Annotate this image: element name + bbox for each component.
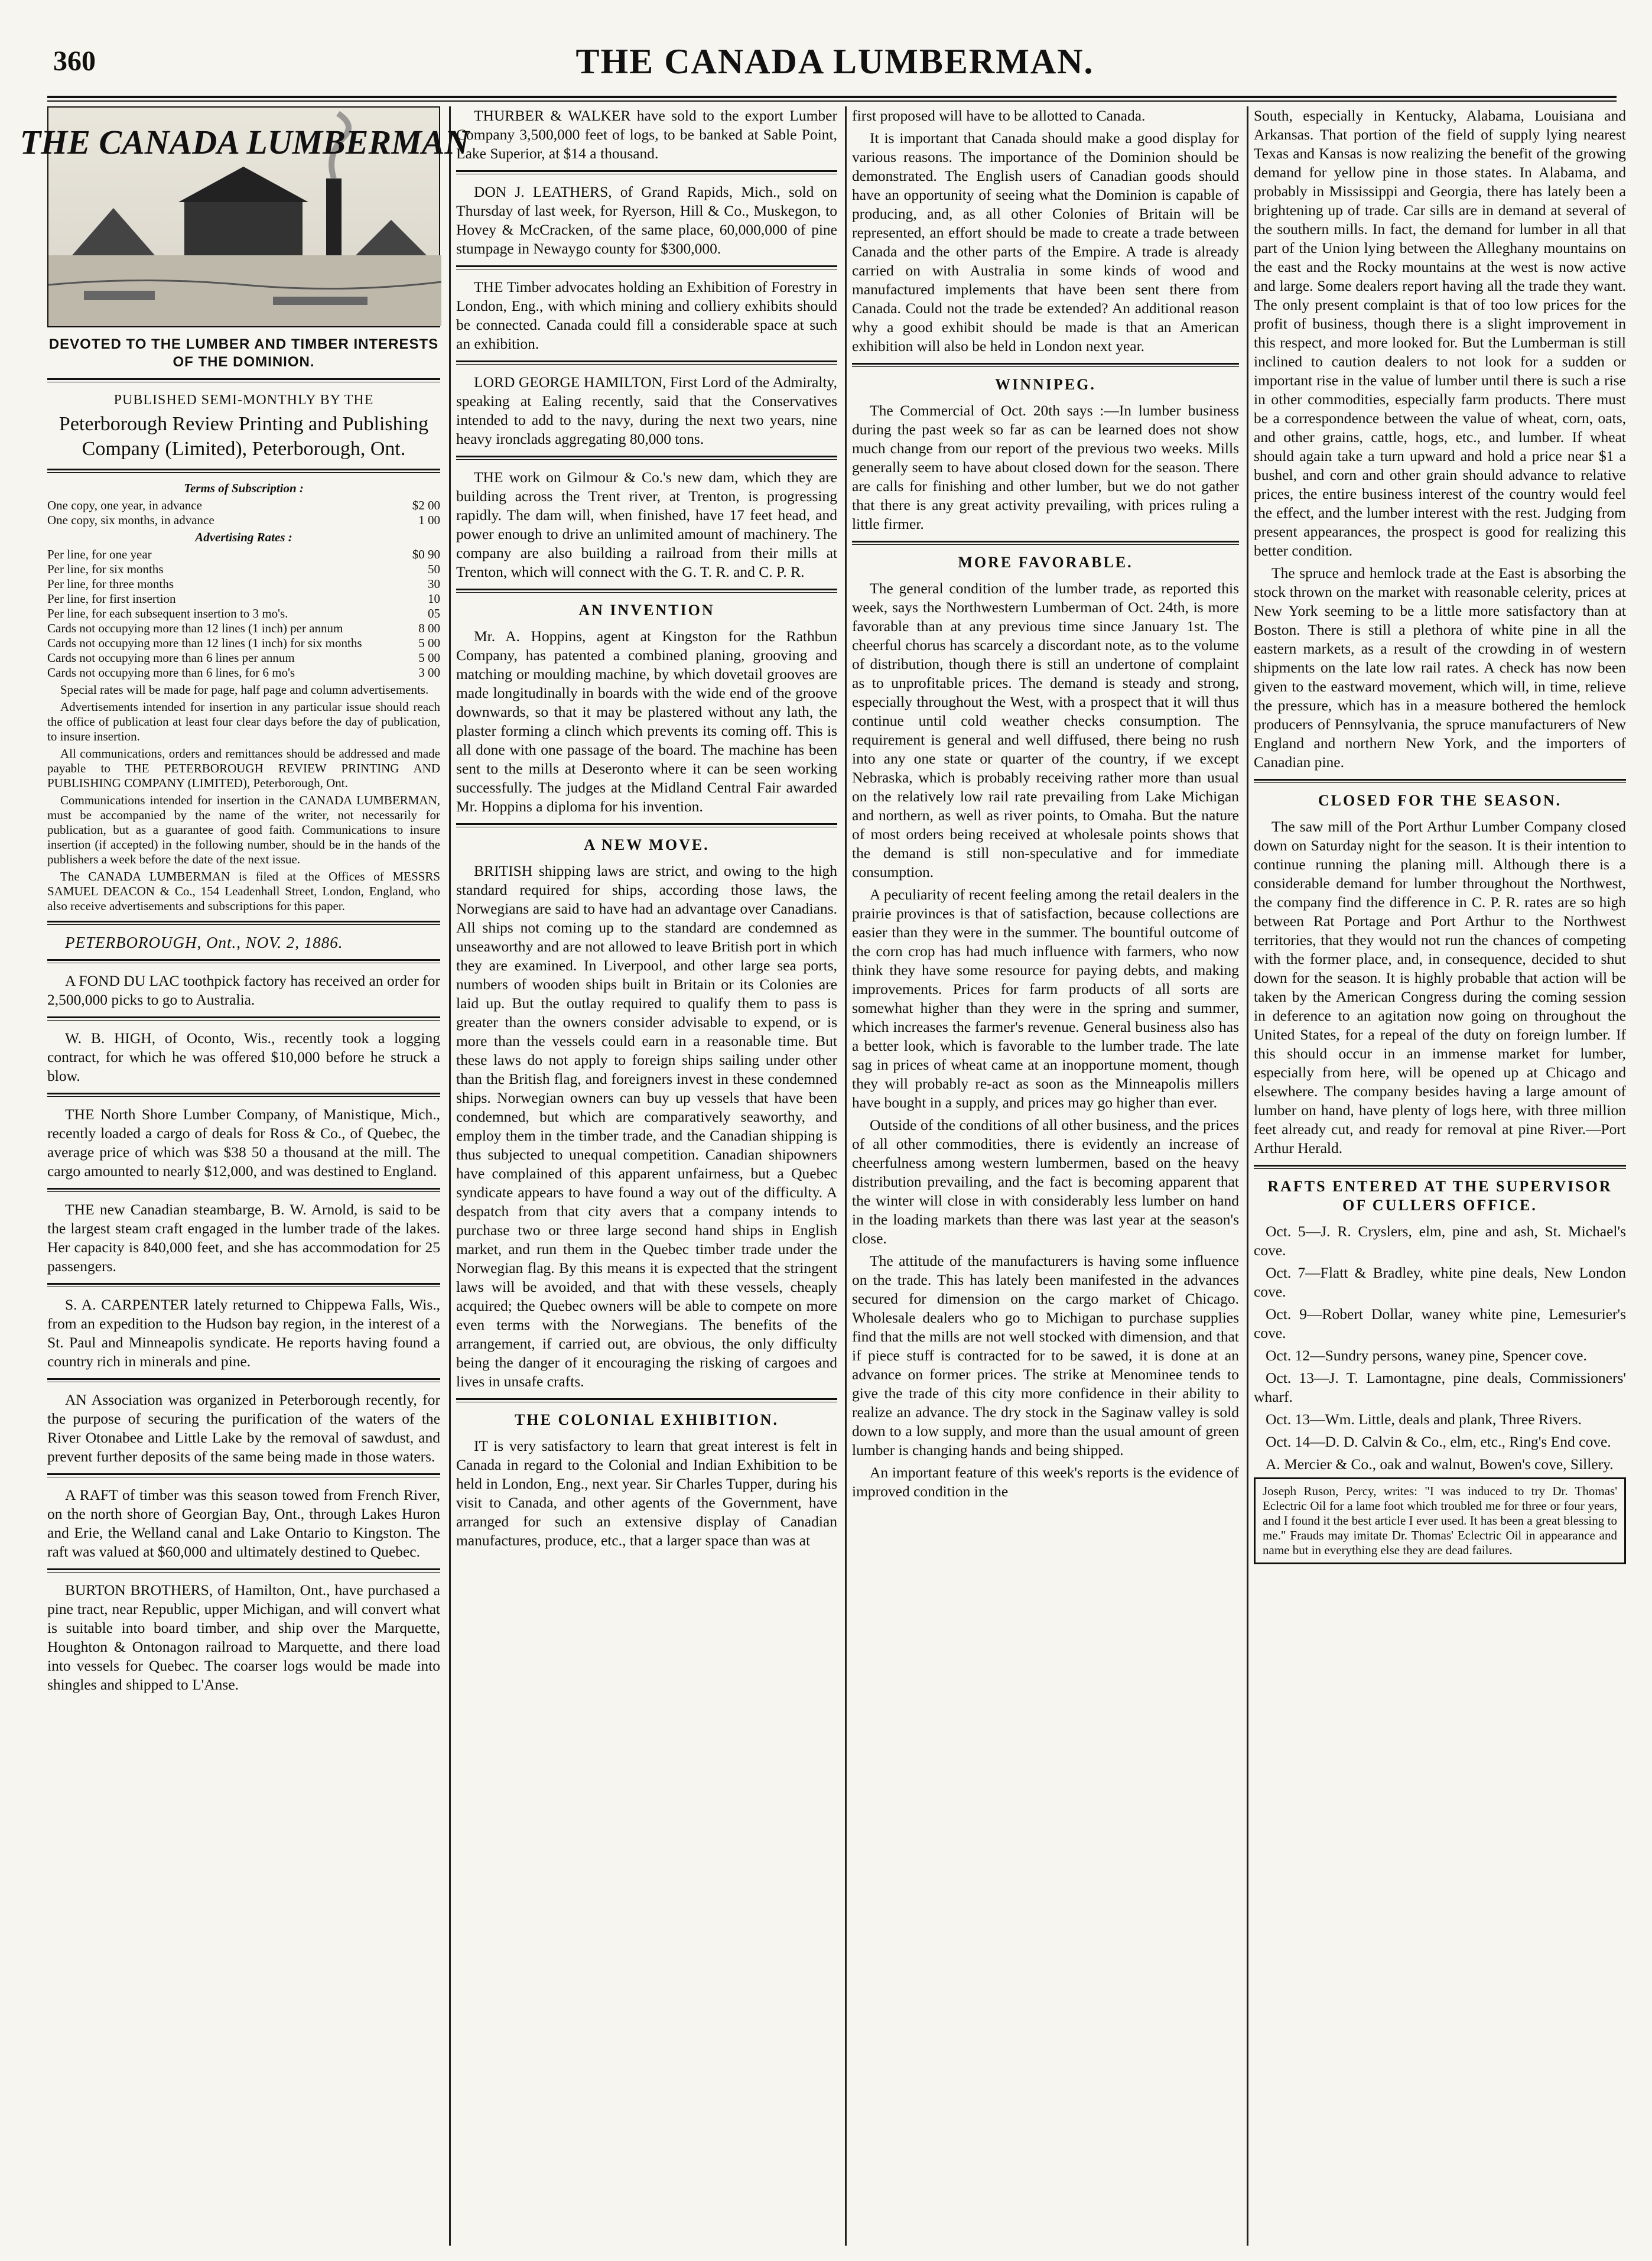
- rate-row: Cards not occupying more than 6 lines per annum 5 00: [47, 651, 440, 665]
- section-heading: WINNIPEG.: [995, 376, 1096, 393]
- divider: [47, 1283, 440, 1287]
- divider: [852, 363, 1239, 367]
- news-item: DON J. LEATHERS, of Grand Rapids, Mich., sold on Thursday of last week, for Ryerson, Hill & Co., Muskegon, to Hovey & McCracken, of the same place, 60,000,000 of pine stumpage in Newaygo county for $300,000.: [456, 183, 837, 257]
- terms-note: The CANADA LUMBERMAN is filed at the Offices of MESSRS SAMUEL DEACON & Co., 154 Leadenhall Street, London, England, who also receive advertisements and subscriptions for this paper.: [47, 869, 440, 913]
- news-item: A FOND DU LAC toothpick factory has received an order for 2,500,000 picks to go to Australia.: [47, 972, 440, 1008]
- mill-scene-icon: [19, 108, 470, 326]
- column-rule-1: [449, 106, 451, 2246]
- terms-block: [47, 481, 440, 914]
- divider: [47, 469, 440, 473]
- news-item: THURBER & WALKER have sold to the export Lumber Company 3,500,000 feet of logs, to be banked at Sable Point, Lake Superior, at $14 a thousand.: [456, 107, 837, 162]
- raft-entry: Oct. 14—D. D. Calvin & Co., elm, etc., Ring's End cove.: [1266, 1433, 1611, 1450]
- raft-entry: Oct. 13—Wm. Little, deals and plank, Three Rivers.: [1266, 1411, 1582, 1428]
- terms-note: Advertisements intended for insertion in any particular issue should reach the office of publication at least four clear days before the day of publication, to insure insertion.: [47, 700, 440, 743]
- divider: [852, 541, 1239, 545]
- rate-row: One copy, six months, in advance 1 00: [47, 513, 440, 527]
- newspaper-title: THE CANADA LUMBERMAN.: [575, 42, 1094, 81]
- divider: [47, 959, 440, 963]
- rate-row: One copy, one year, in advance $2 00: [47, 498, 440, 512]
- article-body: The saw mill of the Port Arthur Lumber Company closed down on Saturday night for the season. It is their intention to continue running the planing mill. Although there is a considerable demand for lumber throughout the Northwest, the company find the difference in C. P. R. rates are so high between Rat Portage and Port Arthur to the Northwest territories, that they would not run the chances of competing with the former place, and, in consequence, decided to shut down for the season. It is highly probable that action will be taken by the American Congress during the coming session in deference to an agitation now going on throughout the United States, for a repeal of the duty on foreign lumber. If this should occur in an immense market for lumber, especially from here, will be opened up at Chicago and elsewhere. The company besides having a large amount of lumber on hand, have plenty of logs here, with three million feet already cut, and ready for removal at pine River.—Port Arthur Herald.: [1254, 818, 1626, 1157]
- news-item: THE work on Gilmour & Co.'s new dam, which they are building across the Trent river, at Trenton, is progressing rapidly. The dam will, when finished, have 17 feet head, and power enough to drive an unlimited amount of machinery. The company are also building a railroad from their mills at Trenton, which will connect with the G. T. R. and C. P. R.: [456, 469, 837, 580]
- column-1: [19, 106, 470, 2246]
- article-body: It is important that Canada should make a good display for various reasons. The importance of the Dominion should be demonstrated. The English users of Canadian goods should have an opportunity of seeing what the Dominion is capable of producing, and, as all other Colonies of Britain will be represented, an effort should be made to create a trade between Canada and the other parts of the Empire. A trade is already carried on with Australia in some kinds of wood and manufactured implements that have been sent there from Canada. Could not the trade be extended? An additional reason why a good exhibit should be made is that an American exhibition will also be held in London next year.: [852, 129, 1239, 355]
- header-rule-thin: [47, 100, 1617, 102]
- article-body: An important feature of this week's reports is the evidence of improved condition in the: [852, 1464, 1239, 1500]
- divider: [1254, 1165, 1626, 1169]
- news-item: AN Association was organized in Peterborough recently, for the purpose of securing the purification of the waters of the River Otonabee and Little Lake by the removal of sawdust, and prevent further deposits of the same being made in those waters.: [47, 1391, 440, 1465]
- divider: [456, 456, 837, 460]
- column-2: [456, 106, 837, 2246]
- news-item: THE North Shore Lumber Company, of Manistique, Mich., recently loaded a cargo of deals for Ross & Co., of Quebec, the average price of which was $38 50 a thousand at the mill. The cargo amounted to nearly $12,000, and was destined to England.: [47, 1106, 440, 1180]
- terms-note: All communications, orders and remittances should be addressed and made payable to THE PETERBOROUGH REVIEW PRINTING AND PUBLISHING COMPANY (LIMITED), Peterborough, Ont.: [47, 746, 440, 790]
- rate-row: Cards not occupying more than 12 lines (1 inch) per annum 8 00: [47, 621, 440, 635]
- divider: [47, 1378, 440, 1382]
- article-body: The general condition of the lumber trade, as reported this week, says the Northwestern Lumberman of Oct. 24th, is more favorable than at any previous time since January 1st. The cheerful chorus has scarcely a discordant note, as to the volume of distribution, though there is still an undertone of complaint as to unprofitable prices. The demand is steady and strong, especially throughout the West, with a prospect that it will thus continue until cold weather checks consumption. The requirement is general and well diffused, there being no rush into any one state or quarter of the country, if we except Nebraska, which is probably receiving rather more than usual on the relatively low rail rate prevailing from Lake Michigan and northern, as well as river points, to Omaha. But the nature of most orders being received at wholesale points shows that the demand is still non-speculative and for immediate consumption.: [852, 580, 1239, 881]
- page-header: [53, 41, 1617, 95]
- header-rule: [47, 96, 1617, 98]
- column-rule-3: [1247, 106, 1248, 2246]
- news-item: THE new Canadian steambarge, B. W. Arnold, is said to be the largest steam craft engaged in the lumber trade of the lakes. Her capacity is 840,000 feet, and she has accommodation for 25 passengers.: [47, 1201, 440, 1275]
- rate-row: Per line, for six months 50: [47, 562, 440, 576]
- article-continuation: South, especially in Kentucky, Alabama, Louisiana and Arkansas. That portion of the field of supply lying nearest Texas and Kansas is now realizing the benefit of the growing demand for yellow pine in those states. In Alabama, and probably in Mississippi and Georgia, there has lately been a brightening up of trade. Car sills are in demand at several of the southern mills. In fact, the demand for lumber in all that part of the Union lying between the Alleghany mountains on the east and the Rocky mountains at the west is now active and large. Some dealers report having all the trade they want. The only present complaint is that of too low prices for the profit of business, though there is a slight improvement in this respect, and more looked for. But the Lumberman is still inclined to caution dealers to not look for a sudden or important rise in the value of lumber until there is such a rise in other commodities, especially farm products. There must be a correspondence between the value of wheat, corn, oats, and other grains, cattle, hogs, etc., and lumber. If wheat should again take a turn upward and hold a price near $1 a bushel, and corn and other grain should advance to relative prices, the entire business interest of the country would feel the effect, and the lumber interest with the rest. Judging from present appearances, the prospect is good for realizing this better condition.: [1254, 107, 1626, 559]
- column-rule-2: [845, 106, 847, 2246]
- masthead-logo-text: THE CANADA LUMBERMAN: [19, 123, 470, 161]
- section-heading: MORE FAVORABLE.: [958, 554, 1133, 571]
- article-body: The attitude of the manufacturers is having some influence on the trade. This has lately been manifested in the advances secured for dimension on the cargo market of Chicago. Wholesale dealers who go to Michigan to purchase supplies find that the mills are not well stocked with dimension, and that if piece stuff is contracted for to be sawed, it is done at an advance on former prices. The strike at Menominee tends to give the trade of this city more confidence in their ability to realize an advance. The dry stock in the Saginaw valley is sold down to a low supply, and more than the usual amount of green lumber is changing hands and being shipped.: [852, 1252, 1239, 1458]
- advertising-heading: Advertising Rates :: [195, 530, 292, 544]
- raft-entry: A. Mercier & Co., oak and walnut, Bowen's cove, Sillery.: [1266, 1456, 1614, 1473]
- article-body: The spruce and hemlock trade at the East is absorbing the stock thrown on the market with reasonable celerity, prices at New York seeming to be a little more satisfactory than at Boston. There is still a plethora of white pine in all the eastern markets, as a result of the crowding in of western shipments on the late low rail rates. A check has now been given to the eastward movement, which will, in time, relieve the pressure, which has in a measure bothered the hemlock producers of Pennsylvania, the spruce manufacturers of New England and northern New York, and the importers of Canadian pine.: [1254, 564, 1626, 771]
- divider: [47, 1188, 440, 1192]
- raft-entry: Oct. 5—J. R. Cryslers, elm, pine and ash, St. Michael's cove.: [1254, 1223, 1626, 1259]
- section-heading: A NEW MOVE.: [584, 836, 710, 853]
- article-body: A peculiarity of recent feeling among the retail dealers in the prairie provinces is that of satisfaction, because collections are easier than they were in the summer. The bountiful outcome of the corn crop has had much influence with farmers, who now think they have some resource for paying debts, and making improvements. Prices for farm products of all sorts are somewhat higher than they were in the spring and summer, which increases the farmer's revenue. General business also has a better look, which is favorable to the lumber trade. The late sag in prices of wheat came at an inopportune moment, though they will probably re-act as soon as the Minneapolis millers have bought in a supply, and prices may go higher than ever.: [852, 886, 1239, 1111]
- section-heading: RAFTS ENTERED AT THE SUPERVISOR OF CULLERS OFFICE.: [1267, 1178, 1612, 1214]
- divider: [456, 589, 837, 593]
- dateline: PETERBOROUGH, Ont., NOV. 2, 1886.: [65, 934, 343, 951]
- divider: [47, 378, 440, 382]
- rate-row: Per line, for each subsequent insertion to 3 mo's. 05: [47, 606, 440, 621]
- raft-entry: Oct. 13—J. T. Lamontagne, pine deals, Commissioners' wharf.: [1254, 1369, 1626, 1405]
- publisher-name: Peterborough Review Printing and Publishing Company (Limited), Peterborough, Ont.: [58, 413, 429, 460]
- section-heading: AN INVENTION: [578, 602, 715, 619]
- raft-entry: Oct. 12—Sundry persons, waney pine, Spencer cove.: [1266, 1347, 1587, 1364]
- news-item: LORD GEORGE HAMILTON, First Lord of the Admiralty, speaking at Ealing recently, said that the Conservatives intended to add to the navy, during the next two years, nine heavy ironclads aggregating 80,000 tons.: [456, 373, 837, 447]
- terms-note: Communications intended for insertion in the CANADA LUMBERMAN, must be accompanied by the name of the writer, not necessarily for publication, but as a guarantee of good faith. Communications to insure insertion (if accepted) in the following number, should be in the hands of the publishers a week before the date of the next issue.: [47, 793, 440, 866]
- divider: [47, 1016, 440, 1021]
- rate-row: Per line, for three months 30: [47, 577, 440, 591]
- published-line: PUBLISHED SEMI-MONTHLY BY THE: [113, 392, 374, 408]
- divider: [456, 823, 837, 827]
- article-body: Mr. A. Hoppins, agent at Kingston for the Rathbun Company, has patented a combined planing, grooving and matching or moulding machine, by which dovetail grooves are made longitudinally in boards with the wide end of the groove downwards, so that it may be plastered without any lath, the plaster forming a clinch which prevents its coming off. This is all done with one passage of the board. The machine has been sent to the mills at Deseronto where it can be seen working successfully. The judges at the Midland Central Fair awarded Mr. Hoppins a diploma for his invention.: [456, 628, 837, 815]
- raft-entry: Oct. 7—Flatt & Bradley, white pine deals, New London cove.: [1254, 1264, 1626, 1300]
- article-body: Outside of the conditions of all other business, and the prices of all other commodities, there is evidently an increase of cheerfulness among western lumbermen, based on the heavy distribution prevailing, and the fact is becoming apparent that the winter will close in with considerably less lumber on hand in the loading markets than there was last year at the season's close.: [852, 1116, 1239, 1247]
- rate-row: Per line, for one year $0 90: [47, 547, 440, 561]
- divider: [47, 1473, 440, 1477]
- news-item: S. A. CARPENTER lately returned to Chippewa Falls, Wis., from an expedition to the Hudson bay region, in the interest of a St. Paul and Minneapolis syndicate. He reports having found a country rich in minerals and pine.: [47, 1296, 440, 1370]
- masthead-motto: DEVOTED TO THE LUMBER AND TIMBER INTERESTS OF THE DOMINION.: [48, 336, 439, 370]
- rate-row: Cards not occupying more than 6 lines, for 6 mo's 3 00: [47, 665, 440, 680]
- news-item: BURTON BROTHERS, of Hamilton, Ont., have purchased a pine tract, near Republic, upper Michigan, and will convert what is suitable into board timber, and ship over the Marquette, Houghton & Ontonagon railroad to Marquette, and there load into vessels for Quebec. The coarser logs would be made into shingles and shipped to L'Anse.: [47, 1581, 440, 1693]
- masthead-illustration: [19, 106, 470, 327]
- subscription-heading: Terms of Subscription :: [184, 481, 304, 495]
- divider: [47, 1568, 440, 1573]
- article-continuation: first proposed will have to be allotted to Canada.: [852, 107, 1146, 124]
- divider: [1254, 779, 1626, 783]
- rate-row: Per line, for first insertion 10: [47, 592, 440, 606]
- section-heading: THE COLONIAL EXHIBITION.: [515, 1411, 779, 1428]
- divider: [47, 921, 440, 925]
- divider: [47, 1093, 440, 1097]
- article-body: IT is very satisfactory to learn that great interest is felt in Canada in regard to the Colonial and Indian Exhibition to be held in London, Eng., next year. Sir Charles Tupper, during his visit to Canada, and other agents of the Government, have arranged for such an extensive display of Canadian manufactures, produce, etc., that a larger space than was at: [456, 1437, 837, 1549]
- section-heading: CLOSED FOR THE SEASON.: [1318, 792, 1562, 809]
- news-item: W. B. HIGH, of Oconto, Wis., recently took a logging contract, for which he was offered $10,000 before he struck a blow.: [47, 1029, 440, 1084]
- advertisement-box: Joseph Ruson, Percy, writes: "I was induced to try Dr. Thomas' Eclectric Oil for a lame foot which troubled me for three or four years, and I found it the best article I ever used. It has been a great blessing to me." Frauds may imitate Dr. Thomas' Eclectric Oil in appearance and name but in everything else they are dead failures.: [1254, 1477, 1626, 1564]
- news-item: THE Timber advocates holding an Exhibition of Forestry in London, Eng., with which mining and colliery exhibits should be connected. Canada could fill a considerable space at such an exhibition.: [456, 278, 837, 352]
- article-body: BRITISH shipping laws are strict, and owing to the high standard required for ships, according those laws, the Norwegians are said to have had an advantage over Canadians. All ships not coming up to the standard are condemned as unseaworthy and are not allowed to leave British port in which they are examined. In Liverpool, and other large sea ports, numbers of wooden ships built in Britain or its Colonies are laid up. But the outlay required to qualify them to pass is greater than the owners consider advisable to expend, or is more than the vessels could earn in a reasonable time. But these laws do not apply to foreign ships sailing under other than the British flag, and foreigners invest in these condemned ships. Norwegian owners can buy up vessels that have been condemned, but which are comparatively seaworthy, and employ them in the timber trade, and the Canadian shipping is thus subjected to unequal competition. Canadian shipowners have complained of this apparent unfairness, but a Quebec syndicate appears to have found a way out of the difficulty. A despatch from that city avers that a company intends to purchase two or three large second hand ships in English market, and run them in the Quebec timber trade under the Norwegian flag. By this means it is expected that the stringent laws will be avoided, and that with these vessels, cheaply acquired; the Quebec owners will be able to compete on more even terms with the Norwegians. The benefits of the arrangement, if carried out, are obvious, the only difficulty being the danger of it encouraging the risking of cargoes and lives in unsafe crafts.: [456, 862, 837, 1390]
- terms-note: Special rates will be made for page, half page and column advertisements.: [60, 683, 429, 697]
- page-number: 360: [53, 46, 96, 77]
- divider: [456, 170, 837, 174]
- raft-entry: Oct. 9—Robert Dollar, waney white pine, Lemesurier's cove.: [1254, 1305, 1626, 1341]
- news-item: A RAFT of timber was this season towed from French River, on the north shore of Georgian Bay, Ont., through Lakes Huron and Erie, the Welland canal and Lake Ontario to Kingston. The raft was valued at $60,000 and ultimately destined to Quebec.: [47, 1486, 440, 1560]
- rate-row: Cards not occupying more than 12 lines (1 inch) for six months 5 00: [47, 636, 440, 650]
- column-3: [852, 106, 1239, 2246]
- column-4: [1254, 106, 1626, 2246]
- divider: [456, 265, 837, 269]
- divider: [456, 1398, 837, 1402]
- article-body: The Commercial of Oct. 20th says :—In lumber business during the past week so far as can be learned does not show much change from our report of the previous two weeks. Mills generally seem to have about closed down for the season. There are calls for finishing and other lumber, but we do not gather that there is any great activity prevailing, with prices ruling a little firmer.: [852, 402, 1239, 532]
- divider: [456, 360, 837, 365]
